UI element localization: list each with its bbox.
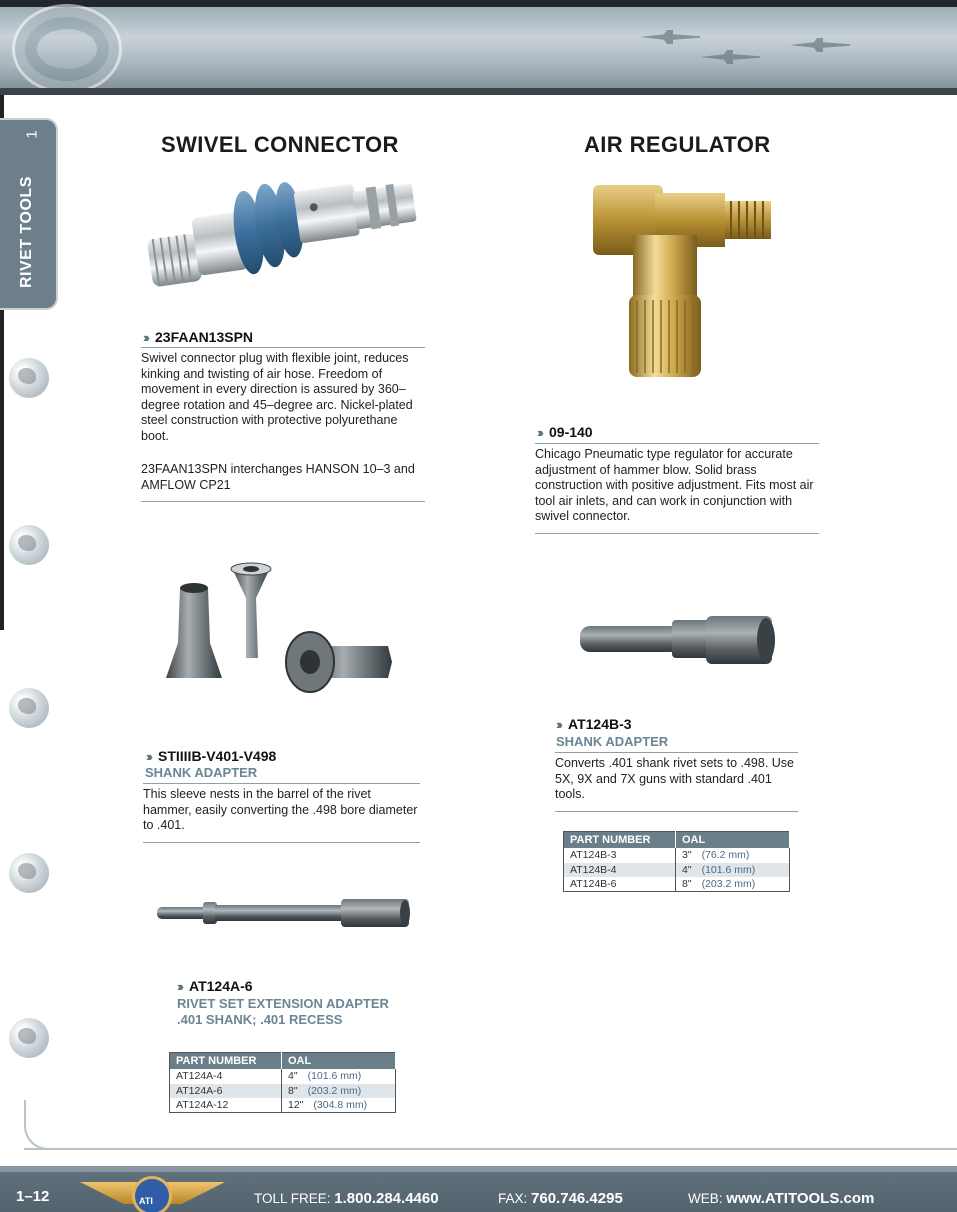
globe-icon bbox=[9, 525, 49, 565]
logo-text: ATI bbox=[139, 1196, 153, 1206]
product-subtitle: .401 SHANK; .401 RECESS bbox=[177, 1012, 343, 1027]
column-header: PART NUMBER bbox=[170, 1053, 282, 1070]
part-cell: AT124A-6 bbox=[170, 1084, 282, 1099]
chevron-icon: ››› bbox=[143, 330, 147, 345]
fax-label: FAX: bbox=[498, 1191, 528, 1206]
oal-cell bbox=[676, 863, 790, 878]
table-row bbox=[170, 1098, 396, 1113]
oal-metric: (203.2 mm) bbox=[307, 1084, 362, 1097]
description-text: Chicago Pneumatic type regulator for accurate adjustment of hammer blow. Solid brass construction with positive adjustment. Fits most air tool air inlets, and can work in conjunction with swivel connector. bbox=[535, 447, 814, 523]
column-header: OAL bbox=[282, 1053, 396, 1070]
tab-label: RIVET TOOLS bbox=[18, 176, 35, 288]
globe-icon bbox=[9, 688, 49, 728]
part-cell: AT124B-3 bbox=[564, 848, 676, 863]
web-label: WEB: bbox=[688, 1191, 723, 1206]
column-header: OAL bbox=[676, 832, 790, 849]
oal-metric: (76.2 mm) bbox=[701, 849, 750, 862]
part-cell: AT124B-4 bbox=[564, 863, 676, 878]
section-title-swivel: SWIVEL CONNECTOR bbox=[161, 132, 399, 157]
oal-inches: 4" bbox=[288, 1070, 298, 1083]
part-number-text: 09-140 bbox=[549, 424, 593, 440]
oal-cell bbox=[282, 1069, 396, 1084]
part-number-text: AT124B-3 bbox=[568, 716, 632, 732]
product-description bbox=[535, 443, 819, 534]
chevron-icon: ››› bbox=[537, 425, 541, 440]
product-part-number bbox=[556, 716, 632, 732]
part-cell: AT124A-4 bbox=[170, 1069, 282, 1084]
oal-cell bbox=[676, 848, 790, 863]
page-footer bbox=[0, 1166, 957, 1212]
tab-number: 1 bbox=[23, 130, 41, 139]
product-subtitle: SHANK ADAPTER bbox=[145, 765, 258, 780]
toll-number[interactable]: 1.800.284.4460 bbox=[334, 1190, 439, 1207]
air-regulator-image bbox=[585, 175, 780, 385]
radar-graphic bbox=[12, 4, 122, 94]
chevron-icon: ››› bbox=[177, 979, 181, 994]
oal-metric: (203.2 mm) bbox=[701, 878, 756, 890]
product-description bbox=[141, 347, 425, 502]
spec-table bbox=[169, 1052, 396, 1113]
part-cell: AT124A-12 bbox=[170, 1098, 282, 1113]
oal-inches: 12" bbox=[288, 1099, 304, 1111]
oal-cell bbox=[676, 877, 790, 892]
page-frame-line bbox=[24, 1148, 957, 1150]
product-part-number bbox=[143, 329, 253, 345]
oal-inches: 8" bbox=[288, 1084, 298, 1097]
chevron-icon: ››› bbox=[146, 749, 150, 764]
oal-inches: 4" bbox=[682, 863, 692, 876]
at124a-extension-image bbox=[155, 893, 415, 935]
table-header-row bbox=[170, 1053, 396, 1070]
table-row bbox=[564, 863, 790, 878]
globe-icon bbox=[9, 1018, 49, 1058]
table-row bbox=[564, 877, 790, 892]
interchange-text: 23FAAN13SPN interchanges HANSON 10–3 and AMFLOW CP21 bbox=[141, 462, 415, 492]
product-part-number bbox=[177, 978, 253, 994]
chevron-icon: ››› bbox=[556, 717, 560, 732]
product-part-number bbox=[146, 748, 276, 764]
part-cell: AT124B-6 bbox=[564, 877, 676, 892]
table-header-row bbox=[564, 832, 790, 849]
product-subtitle: SHANK ADAPTER bbox=[556, 734, 669, 749]
website-link[interactable]: www.ATITOOLS.com bbox=[726, 1190, 875, 1207]
section-title-regulator: AIR REGULATOR bbox=[584, 132, 771, 157]
oal-metric: (101.6 mm) bbox=[701, 863, 756, 876]
description-text: Swivel connector plug with flexible joint, reduces kinking and twisting of air hose. Freedom of movement in every direction is assured by 360–degree rotation and 45–degree arc. Nickel-plated steel construction with protective polyurethane boot. bbox=[141, 351, 413, 443]
spec-table bbox=[563, 831, 790, 892]
jet-graphic bbox=[700, 50, 760, 64]
page-frame-corner bbox=[24, 1100, 74, 1150]
table-row bbox=[170, 1084, 396, 1099]
jet-graphic bbox=[790, 38, 850, 52]
column-header: PART NUMBER bbox=[564, 832, 676, 849]
table-row bbox=[564, 848, 790, 863]
part-number-text: AT124A-6 bbox=[189, 978, 253, 994]
header-banner bbox=[0, 0, 957, 95]
shank-sleeves-image bbox=[160, 558, 402, 693]
at124b-adapter-image bbox=[576, 610, 781, 672]
part-number-text: 23FAAN13SPN bbox=[155, 329, 254, 345]
jet-graphic bbox=[640, 30, 700, 44]
oal-inches: 8" bbox=[682, 878, 692, 890]
globe-icon bbox=[9, 358, 49, 398]
oal-metric: (101.6 mm) bbox=[307, 1070, 362, 1083]
swivel-connector-image bbox=[138, 165, 430, 290]
toll-label: TOLL FREE: bbox=[254, 1191, 331, 1206]
fax-contact bbox=[498, 1190, 623, 1207]
oal-inches: 3" bbox=[682, 849, 692, 862]
globe-icon bbox=[9, 853, 49, 893]
table-row bbox=[170, 1069, 396, 1084]
description-text: Converts .401 shank rivet sets to .498. Use 5X, 9X and 7X guns with standard .401 tools. bbox=[555, 756, 795, 801]
part-number-text: STIIIIB-V401-V498 bbox=[158, 748, 277, 764]
section-tab[interactable] bbox=[0, 118, 58, 310]
product-description bbox=[143, 783, 420, 843]
fax-number: 760.746.4295 bbox=[531, 1190, 623, 1207]
product-description bbox=[555, 752, 798, 812]
oal-cell bbox=[282, 1084, 396, 1099]
product-part-number bbox=[537, 424, 593, 440]
oal-cell bbox=[282, 1098, 396, 1113]
ati-logo bbox=[132, 1176, 172, 1212]
description-text: This sleeve nests in the barrel of the rivet hammer, easily converting the .498 bore diameter to .401. bbox=[143, 787, 418, 832]
page-number: 1–12 bbox=[16, 1188, 50, 1205]
oal-metric: (304.8 mm) bbox=[313, 1099, 368, 1111]
toll-free-contact bbox=[254, 1190, 439, 1207]
product-subtitle: RIVET SET EXTENSION ADAPTER bbox=[177, 996, 389, 1011]
web-contact bbox=[688, 1190, 874, 1207]
